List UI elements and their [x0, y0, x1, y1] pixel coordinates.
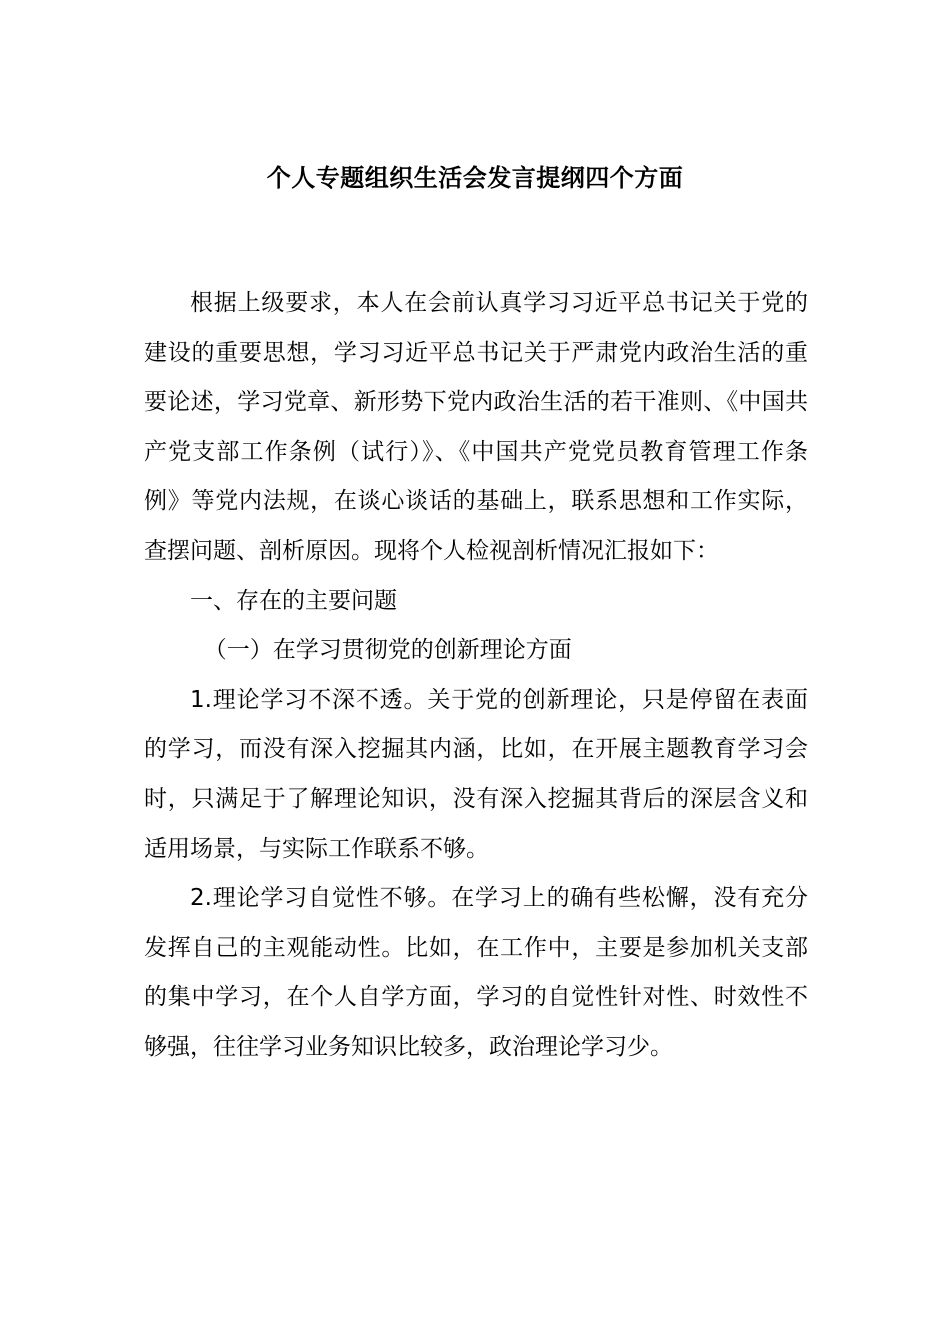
body-paragraph: 2.理论学习自觉性不够。在学习上的确有些松懈，没有充分发挥自己的主观能动性。比如，在工作中，主要是参加机关支部的集中学习，在个人自学方面，学习的自觉性针对性、时效性不够强，往往学习业务知识比较多，政治理论学习少。 [144, 885, 808, 1060]
body-paragraph: 1.理论学习不深不透。关于党的创新理论，只是停留在表面的学习，而没有深入挖掘其内涵，比如，在开展主题教育学习会时，只满足于了解理论知识，没有深入挖掘其背后的深层含义和适用场景，与实际工作联系不够。 [144, 686, 808, 862]
section-heading: 一、存在的主要问题 [190, 587, 397, 614]
intro-paragraph: 根据上级要求，本人在会前认真学习习近平总书记关于党的建设的重要思想，学习习近平总书记关于严肃党内政治生活的重要论述，学习党章、新形势下党内政治生活的若干准则、《中国共产党支部工作条例（试行）》、《中国共产党党员教育管理工作条例》等党内法规，在谈心谈话的基础上，联系思想和工作实际，查摆问题、剖析原因。现将个人检视剖析情况汇报如下： [144, 290, 808, 564]
document-body [144, 279, 808, 1073]
document-title: 个人专题组织生活会发言提纲四个方面 [266, 164, 684, 192]
subsection-heading: （一）在学习贯彻党的创新理论方面 [203, 637, 572, 664]
